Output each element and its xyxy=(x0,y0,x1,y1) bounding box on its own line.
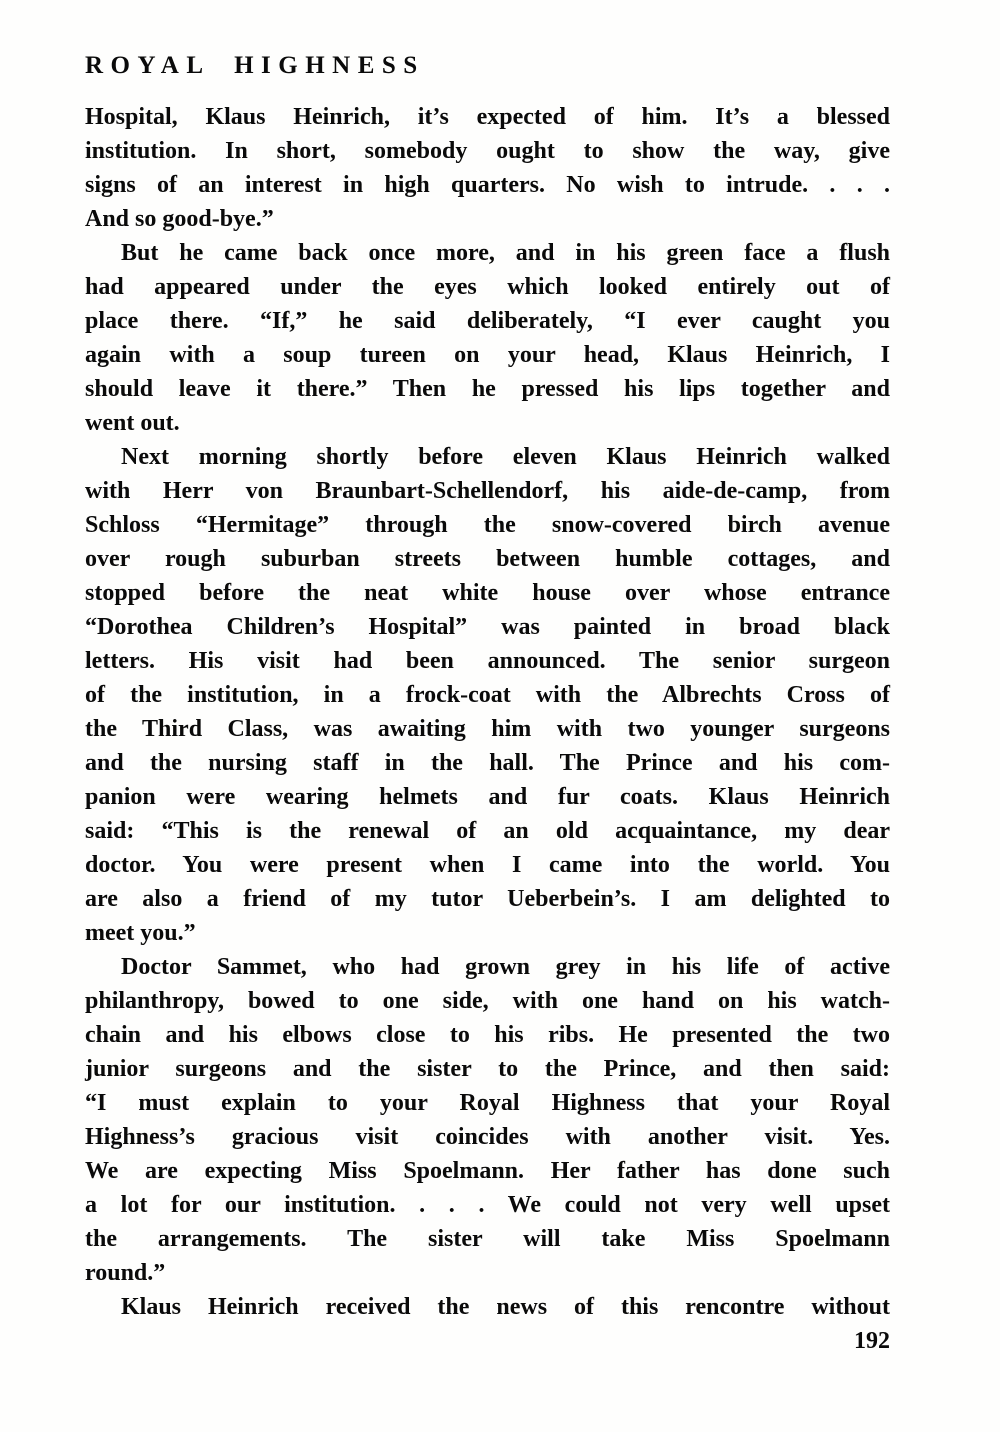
text-line: of the institution, in a frock-coat with the Albrechts Cross of xyxy=(85,682,890,708)
text-line: And so good-bye.” xyxy=(85,206,274,232)
text-line: place there. “If,” he said deliberately, “I ever caught you xyxy=(85,308,890,334)
text-line: doctor. You were present when I came into the world. You xyxy=(85,852,890,878)
text-line: “I must explain to your Royal Highness that your Royal xyxy=(85,1090,890,1116)
text-line: the arrangements. The sister will take Miss Spoelmann xyxy=(85,1226,890,1252)
text-line: should leave it there.” Then he pressed his lips together and xyxy=(85,376,890,402)
text-line: had appeared under the eyes which looked entirely out of xyxy=(85,274,890,300)
text-line: again with a soup tureen on your head, Klaus Heinrich, I xyxy=(85,342,890,368)
text-line: are also a friend of my tutor Ueberbein’s. I am delighted to xyxy=(85,886,890,912)
text-line: Next morning shortly before eleven Klaus Heinrich walked xyxy=(121,444,890,470)
text-line: panion were wearing helmets and fur coats. Klaus Heinrich xyxy=(85,784,890,810)
paragraph-3 xyxy=(85,440,890,950)
text-line: the Third Class, was awaiting him with two younger surgeons xyxy=(85,716,890,742)
text-line: But he came back once more, and in his green face a flush xyxy=(121,240,890,266)
text-line: “Dorothea Children’s Hospital” was painted in broad black xyxy=(85,614,890,640)
text-line: a lot for our institution. . . . We could not very well upset xyxy=(85,1192,890,1218)
paragraph-2 xyxy=(85,236,890,440)
page-number: 192 xyxy=(854,1328,890,1354)
text-line: Highness’s gracious visit coincides with another visit. Yes. xyxy=(85,1124,890,1150)
text-line: went out. xyxy=(85,410,180,436)
text-line: and the nursing staff in the hall. The Prince and his com- xyxy=(85,750,890,776)
text-line: junior surgeons and the sister to the Prince, and then said: xyxy=(85,1056,890,1082)
text-line: Hospital, Klaus Heinrich, it’s expected of him. It’s a blessed xyxy=(85,104,890,130)
text-line: Doctor Sammet, who had grown grey in his life of active xyxy=(121,954,890,980)
text-line: over rough suburban streets between humble cottages, and xyxy=(85,546,890,572)
text-line: with Herr von Braunbart-Schellendorf, his aide-de-camp, from xyxy=(85,478,890,504)
text-line: said: “This is the renewal of an old acquaintance, my dear xyxy=(85,818,890,844)
text-line: meet you.” xyxy=(85,920,196,946)
running-header: ROYAL HIGHNESS xyxy=(85,52,425,79)
text-line: signs of an interest in high quarters. No wish to intrude. . . . xyxy=(85,172,890,198)
text-line: We are expecting Miss Spoelmann. Her father has done such xyxy=(85,1158,890,1184)
text-line: chain and his elbows close to his ribs. He presented the two xyxy=(85,1022,890,1048)
text-line: letters. His visit had been announced. The senior surgeon xyxy=(85,648,890,674)
text-line: institution. In short, somebody ought to show the way, give xyxy=(85,138,890,164)
paragraph-4 xyxy=(85,950,890,1290)
text-line: philanthropy, bowed to one side, with one hand on his watch- xyxy=(85,988,890,1014)
text-line: Schloss “Hermitage” through the snow-covered birch avenue xyxy=(85,512,890,538)
text-line: round.” xyxy=(85,1260,166,1286)
text-line: stopped before the neat white house over whose entrance xyxy=(85,580,890,606)
paragraph-5 xyxy=(85,1290,890,1324)
text-line: Klaus Heinrich received the news of this rencontre without xyxy=(121,1294,890,1320)
text-block xyxy=(85,100,890,1324)
paragraph-1 xyxy=(85,100,890,236)
